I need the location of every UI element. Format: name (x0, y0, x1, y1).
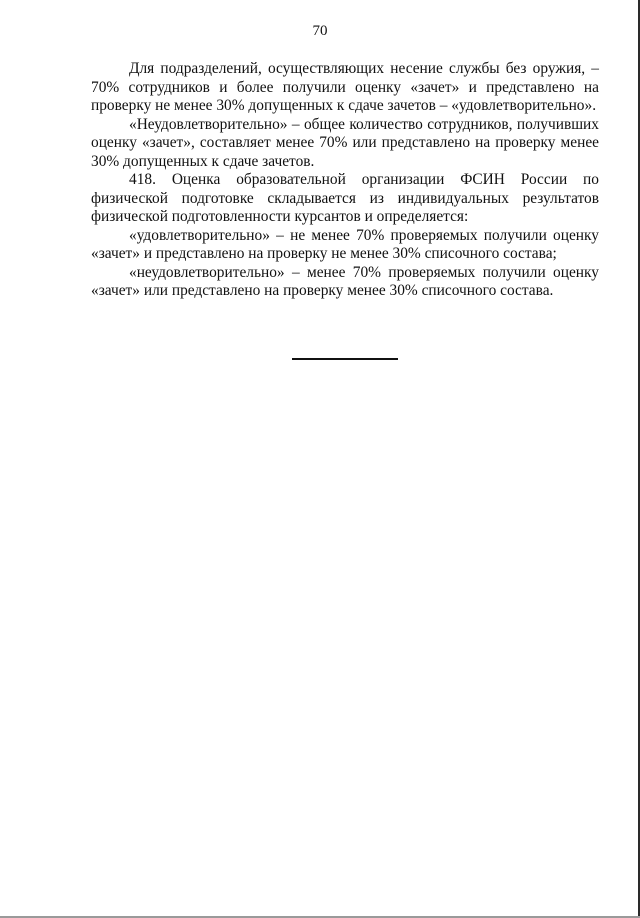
end-divider-line (292, 358, 398, 360)
page-number: 70 (312, 23, 328, 39)
paragraph-unsatisfactory-criteria: «неудовлетворительно» – менее 70% проверяемых получили оценку «зачет» или представлено на проверку менее 30% списочного состава. (91, 263, 599, 299)
paragraph-no-weapons: Для подразделений, осуществляющих несение службы без оружия, – 70% сотрудников и более получили оценку «зачет» и представлено на проверку не менее 30% допущенных к сдаче зачетов – «удовлетворительно». (91, 60, 599, 114)
paragraph-unsatisfactory: «Неудовлетворительно» – общее количество сотрудников, получивших оценку «зачет», составляет менее 70% или представлено на проверку менее 30% допущенных к сдаче зачетов. (91, 115, 599, 170)
paragraph-418: 418. Оценка образовательной организации ФСИН России по физической подготовке складывается из индивидуальных результатов физической подготовленности курсантов и определяется: (91, 171, 599, 225)
document-body (91, 60, 599, 301)
paragraph-satisfactory-criteria: «удовлетворительно» – не менее 70% проверяемых получили оценку «зачет» и представлено на проверку не менее 30% списочного состава; (91, 226, 599, 262)
